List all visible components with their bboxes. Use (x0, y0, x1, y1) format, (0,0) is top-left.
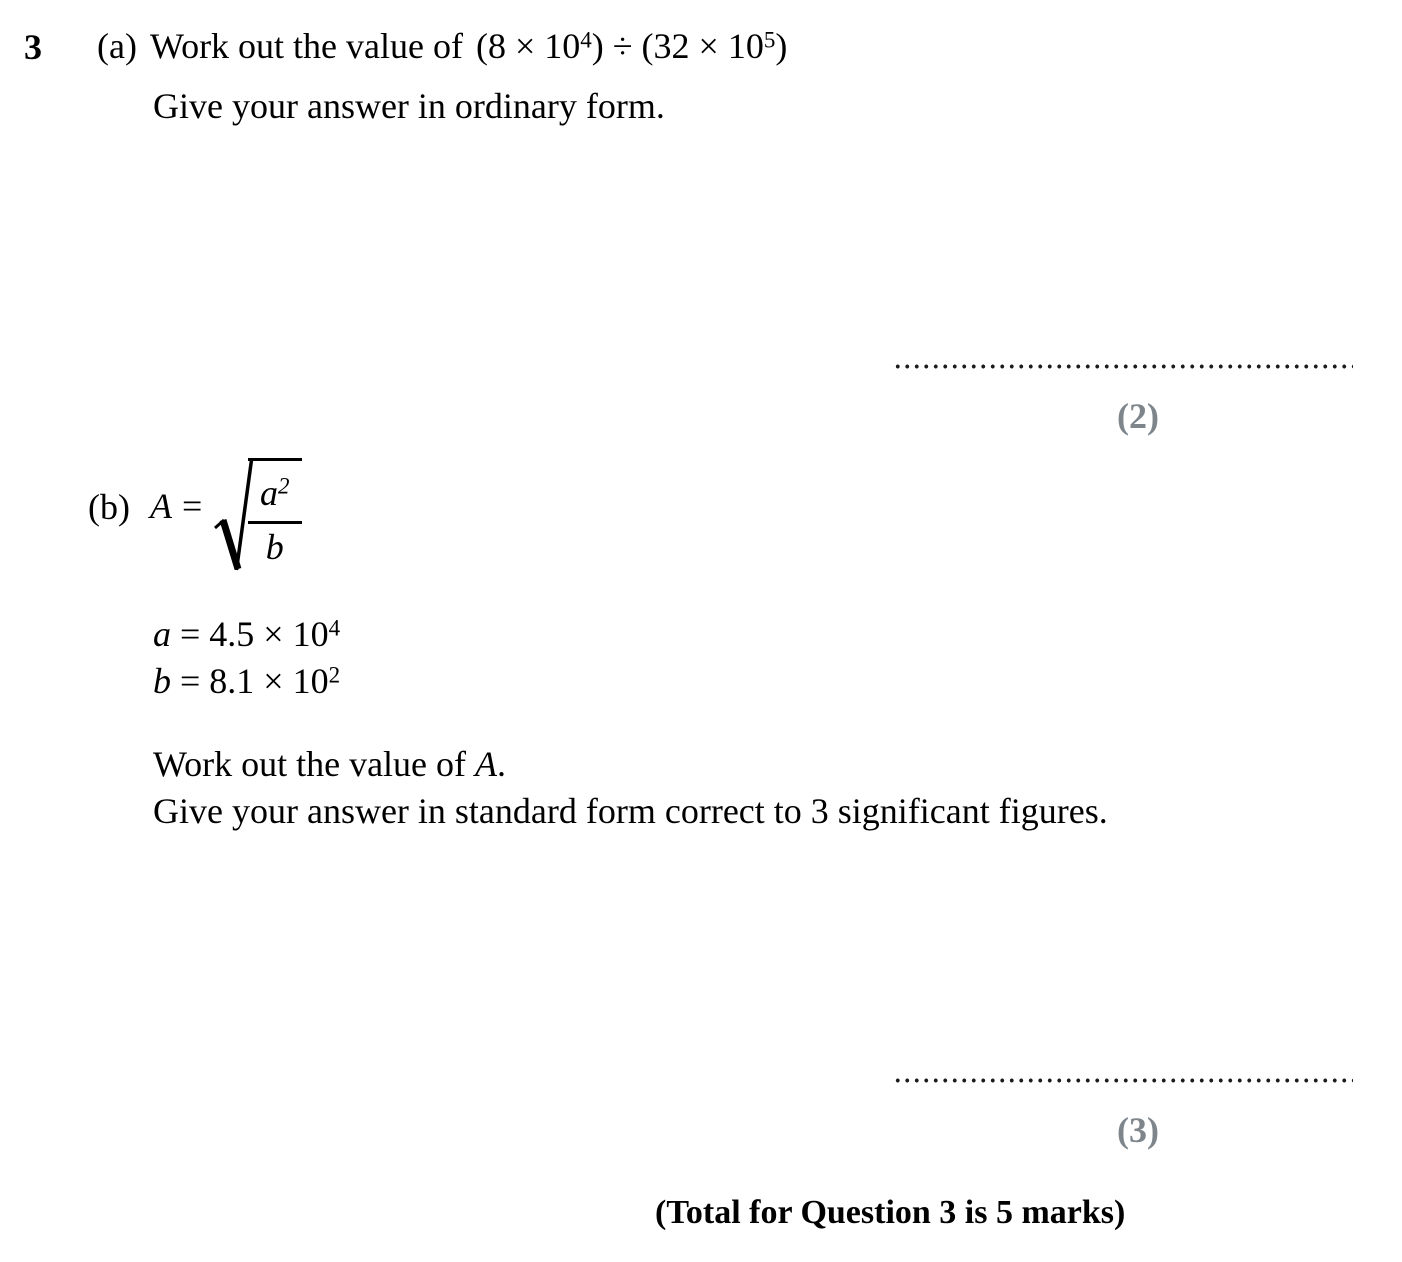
given-value-a (153, 616, 340, 652)
part-a-label: (a) (97, 26, 137, 66)
question-total: (Total for Question 3 is 5 marks) (655, 1194, 1126, 1231)
marks-a: (2) (1117, 396, 1159, 436)
expr-seg2: ) ÷ (32 × 10 (591, 26, 764, 66)
formula-lhs (150, 488, 202, 524)
part-b-formula (88, 458, 388, 584)
given-b-variable: b (153, 661, 171, 701)
given-b-exponent: 2 (328, 662, 341, 688)
numerator-base: a (260, 473, 278, 513)
expr-exponent-2: 5 (763, 27, 776, 53)
part-b-instruction: Give your answer in standard form correct to 3 significant figures. (153, 791, 1108, 831)
part-b-prompt: Work out the value of (153, 744, 467, 784)
formula-variable-A: A (150, 486, 172, 526)
fraction-denominator: b (265, 527, 284, 567)
marks-b: (3) (1117, 1110, 1159, 1150)
part-b-prompt-period: . (497, 744, 507, 784)
part-b-prompt-line (153, 746, 506, 782)
question-number: 3 (24, 27, 42, 67)
answer-line-b (893, 1078, 1353, 1083)
fraction (248, 469, 302, 568)
part-a-prompt: Work out the value of (149, 26, 463, 66)
expr-exponent-1: 4 (580, 27, 592, 53)
part-b-label: (b) (88, 487, 130, 527)
fraction-numerator (248, 469, 302, 524)
given-a-variable: a (153, 614, 171, 654)
part-a-instruction: Give your answer in ordinary form. (153, 86, 665, 126)
expr-seg1: (8 × 10 (475, 26, 581, 66)
part-a-prompt-line (97, 28, 787, 64)
radicand (248, 458, 302, 568)
answer-line-a (893, 364, 1353, 369)
part-a-expression (476, 28, 787, 64)
given-b-value: = 8.1 × 10 (180, 661, 329, 701)
given-a-exponent: 4 (328, 615, 341, 641)
given-value-b (153, 663, 340, 699)
formula-equals: = (182, 486, 203, 526)
given-a-value: = 4.5 × 10 (180, 614, 329, 654)
part-b-prompt-variable: A (475, 744, 498, 784)
numerator-exponent: 2 (278, 473, 290, 499)
expr-seg3: ) (775, 26, 788, 66)
